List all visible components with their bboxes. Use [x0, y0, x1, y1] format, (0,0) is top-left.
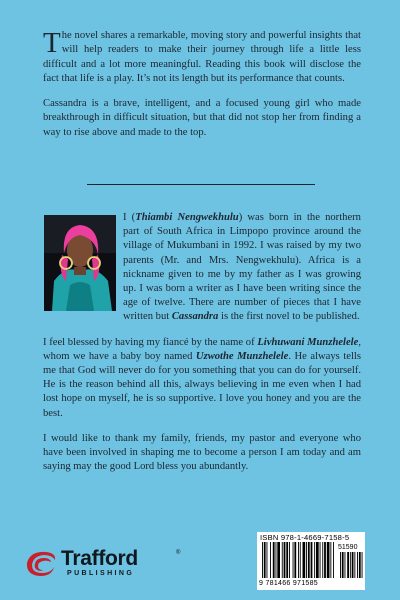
blurb-paragraph-2: Cassandra is a brave, intelligent, and a focused young girl who made breakthrough in difficult situation, but that did not stop her from finding a way to rise above and made to the top.: [43, 98, 361, 138]
author-name: Thiambi Nengwekhulu: [135, 212, 239, 223]
registered-mark: ®: [176, 550, 181, 556]
bio-paragraph-2: [43, 336, 361, 421]
bio-text: I feel blessed by having my fiancé by the name of: [43, 336, 258, 348]
bio-text: is the first novel to be published.: [218, 311, 360, 323]
addon-digits: 51590: [338, 544, 358, 551]
author-bio: [43, 211, 361, 485]
bio-paragraph-3: I would like to thank my family, friends, my pastor and everyone who have been involved in shaping me to become a person I am today and am saying may the good Lord bless you abundantly.: [43, 432, 361, 473]
bio-text: . He always tells me that God will never do for you something that you can do for yourself. He is the reason behind all this, always believing in me even when I had lost hope on myself, he is so supportive. I love you honey and you are the best.: [43, 350, 361, 419]
bio-text: , whom we have a baby boy named: [43, 336, 361, 362]
photo-wrap-space: [43, 211, 123, 311]
book-title: Cassandra: [171, 311, 219, 323]
blurb-paragraph-1: [43, 29, 361, 86]
ean-digits: 9 781466 971585: [259, 580, 318, 587]
barcode-bars: [260, 542, 364, 580]
blurb-paragraph-1-text: he novel shares a remarkable, moving story and powerful insights that will help readers to make their journey through life a little less difficult and a lot more meaningful. Reading this book will disclose the fact that life is a play. It’s not its length but its performance that counts.: [43, 30, 361, 84]
trafford-swirl-icon: [24, 549, 58, 577]
publisher-tagline: PUBLISHING: [67, 570, 135, 577]
fiance-name: Livhuwani Munzhelele: [257, 336, 359, 348]
isbn-barcode: [257, 532, 365, 590]
divider-line: [87, 184, 315, 185]
publisher-logo: [24, 547, 194, 583]
drop-cap: T: [43, 27, 61, 59]
blurb: [43, 29, 361, 151]
son-name: Uzwothe Munzhelele: [195, 350, 289, 362]
publisher-name: Trafford: [61, 547, 138, 570]
bio-text: I (: [123, 212, 136, 223]
isbn-number: ISBN 978-1-4669-7158-5: [260, 533, 350, 542]
bio-text: ) was born in the northern part of South Africa in Limpopo province around the village of Mukumbani in 1992. I was raised by my two parents (Mr. and Mrs. Nengwekhulu). Africa is a nickname given to me by my father as I was growing up. I was born a writer as I have been writing since the age of twelve. There are number of pieces that I have written but: [123, 212, 361, 323]
